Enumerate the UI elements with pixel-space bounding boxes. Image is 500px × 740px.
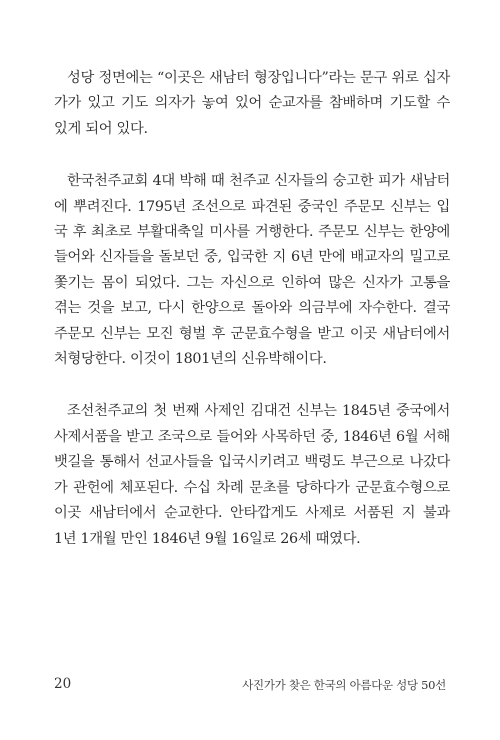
page-number: 20 — [54, 676, 72, 692]
page-footer — [54, 676, 446, 694]
paragraph-1 — [54, 66, 450, 142]
text-line: 가가 있고 기도 의자가 놓여 있어 순교자를 참배하며 기도할 수 — [54, 95, 450, 112]
body-text — [54, 66, 450, 552]
text-line: 가 관헌에 체포된다. 수십 차례 문초를 당하다가 군문효수형으로 — [54, 479, 450, 496]
paragraph-2 — [54, 169, 450, 372]
text-line: 에 뿌려진다. 1795년 조선으로 파견된 중국인 주문모 신부는 입 — [54, 198, 450, 215]
text-line: 한국천주교회 4대 박해 때 천주교 신자들의 숭고한 피가 새남터 — [67, 173, 450, 190]
text-line: 이곳 새남터에서 순교한다. 안타깝게도 사제로 서품된 지 불과 — [54, 505, 450, 522]
paragraph-3 — [54, 399, 450, 551]
text-line: 사제서품을 받고 조국으로 들어와 사목하던 중, 1846년 6월 서해 — [54, 428, 450, 445]
text-line: 1년 1개월 만인 1846년 9월 16일로 26세 때였다. — [54, 530, 361, 547]
text-line: 들어와 신자들을 돌보던 중, 입국한 지 6년 만에 배교자의 밀고로 — [54, 249, 450, 266]
text-line: 겪는 것을 보고, 다시 한양으로 돌아와 의금부에 자수한다. 결국 — [54, 300, 450, 317]
text-line: 있게 되어 있다. — [54, 120, 148, 137]
text-line: 쫓기는 몸이 되었다. 그는 자신으로 인하여 많은 신자가 고통을 — [54, 274, 450, 291]
text-line: 성당 정면에는 “이곳은 새남터 형장입니다”라는 문구 위로 십자 — [67, 70, 450, 86]
text-line: 처형당한다. 이것이 1801년의 신유박해이다. — [54, 351, 327, 368]
text-line: 뱃길을 통해서 선교사들을 입국시키려고 백령도 부근으로 나갔다 — [54, 454, 450, 471]
text-line: 조선천주교의 첫 번째 사제인 김대건 신부는 1845년 중국에서 — [67, 403, 450, 420]
running-title: 사진가가 찾은 한국의 아름다운 성당 50선 — [242, 678, 446, 692]
text-line: 국 후 최초로 부활대축일 미사를 거행한다. 주문모 신부는 한양에 — [54, 224, 450, 241]
text-line: 주문모 신부는 모진 형벌 후 군문효수형을 받고 이곳 새남터에서 — [54, 325, 450, 342]
